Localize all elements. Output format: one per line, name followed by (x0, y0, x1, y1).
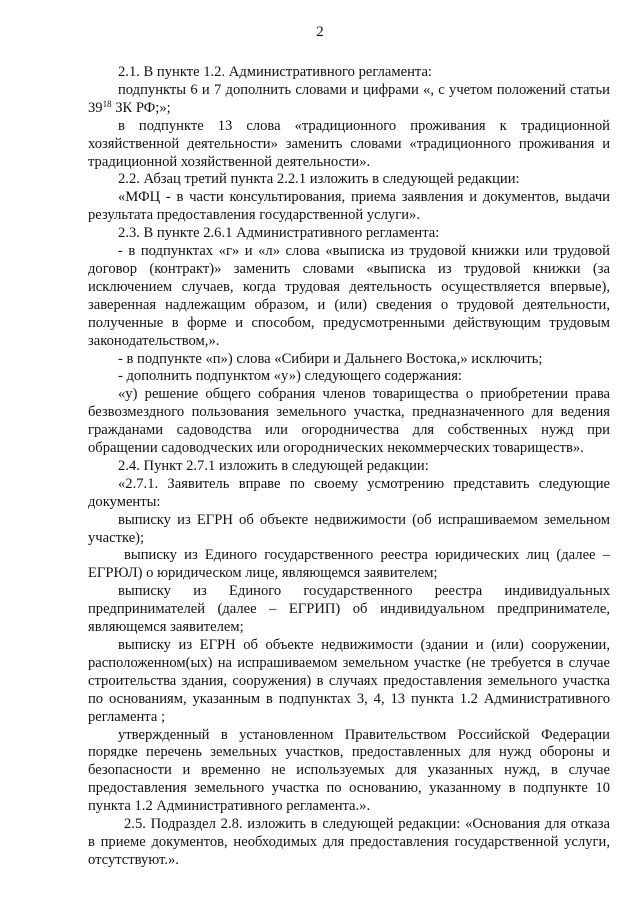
superscript-18: 18 (102, 98, 112, 109)
paragraph-2-1: 2.1. В пункте 1.2. Административного регламента: (118, 64, 432, 80)
paragraph-2-7-1: «2.7.1. Заявитель вправе по своему усмотрению представить следующие документы: (88, 475, 610, 510)
paragraph-egrip-extract: выписку из Единого государственного реестра индивидуальных предпринимателей (далее – ЕГРИП) об индивидуальном предпринимателе, являющемся заявителем; (88, 583, 610, 636)
paragraph-subpoint-p: - в подпункте «п») слова «Сибири и Дальнего Востока,» исключить; (118, 350, 543, 367)
paragraph-egrul-extract: выписку из Единого государственного реестра юридических лиц (далее – ЕГРЮЛ) о юридическом лице, являющемся заявителем; (88, 547, 610, 582)
paragraph-subpoints-tail: ЗК РФ;»; (111, 99, 171, 116)
paragraph-subpoints-g-l: - в подпунктах «г» и «л» слова «выписка из трудовой книжки или трудовой договор (контракт)» заменить словами «выписка из трудовой книжки (за исключением случаев, когда трудовая деятельность осуществляется впервые), заверенная надлежащим образом, и (или) сведения о трудовой деятельности, полученные в форме и способом, предусмотренными действующим трудовым законодательством,». (88, 243, 610, 349)
paragraph-2-2: 2.2. Абзац третий пункта 2.2.1 изложить в следующей редакции: (118, 171, 520, 188)
paragraph-subpoints-6-7 (88, 82, 610, 118)
paragraph-2-3: 2.3. В пункте 2.6.1 Административного регламента: (118, 225, 440, 242)
paragraph-add-subpoint-u: - дополнить подпунктом «у») следующего содержания: (118, 368, 462, 385)
paragraph-mfc: «МФЦ - в части консультирования, приема заявления и документов, выдачи результата предоставления государственной услуги». (88, 189, 610, 224)
paragraph-subpoint-u-text: «у) решение общего собрания членов товарищества о приобретении права безвозмездного пользования земельного участка, предназначенного для ведения гражданами садоводства или огородничества для собственных нужд при обращении садоводческих или огороднических некоммерческих товариществ». (88, 386, 610, 457)
paragraph-egrn-building-extract: выписку из ЕГРН об объекте недвижимости (здании и (или) сооружении, расположенном(ых) на испрашиваемом земельном участке (не требуется в случае строительства здания, сооружения) в случаях предоставления земельного участка по основаниям, указанным в подпунктах 3, 4, 13 пункта 1.2 Административного регламента ; (88, 637, 610, 725)
paragraph-2-4: 2.4. Пункт 2.7.1 изложить в следующей редакции: (118, 457, 429, 474)
paragraph-egrn-extract: выписку из ЕГРН об объекте недвижимости (об испрашиваемом земельном участке); (88, 511, 610, 546)
paragraph-subpoint-13: в подпункте 13 слова «традиционного проживания к традиционной хозяйственной деятельности» заменить словами «традиционного проживания и традиционной хозяйственной деятельности». (88, 117, 610, 170)
paragraph-land-list: утвержденный в установленном Правительством Российской Федерации порядке перечень земельных участков, предоставленных для нужд обороны и безопасности и временно не используемых для указанных нужд, в случае предоставления земельного участка по основанию, указанному в подпункте 10 пункта 1.2 Административного регламента.». (88, 726, 610, 815)
paragraph-2-5: 2.5. Подраздел 2.8. изложить в следующей редакции: «Основания для отказа в приеме документов, необходимых для предоставления государственной услуги, отсутствуют.». (88, 816, 610, 868)
paragraph-subpoints-text: подпункты 6 и 7 дополнить словами и цифрами «, с учетом положений статьи 39 (88, 81, 610, 116)
page-number: 2 (316, 24, 324, 40)
document-body (88, 64, 610, 870)
